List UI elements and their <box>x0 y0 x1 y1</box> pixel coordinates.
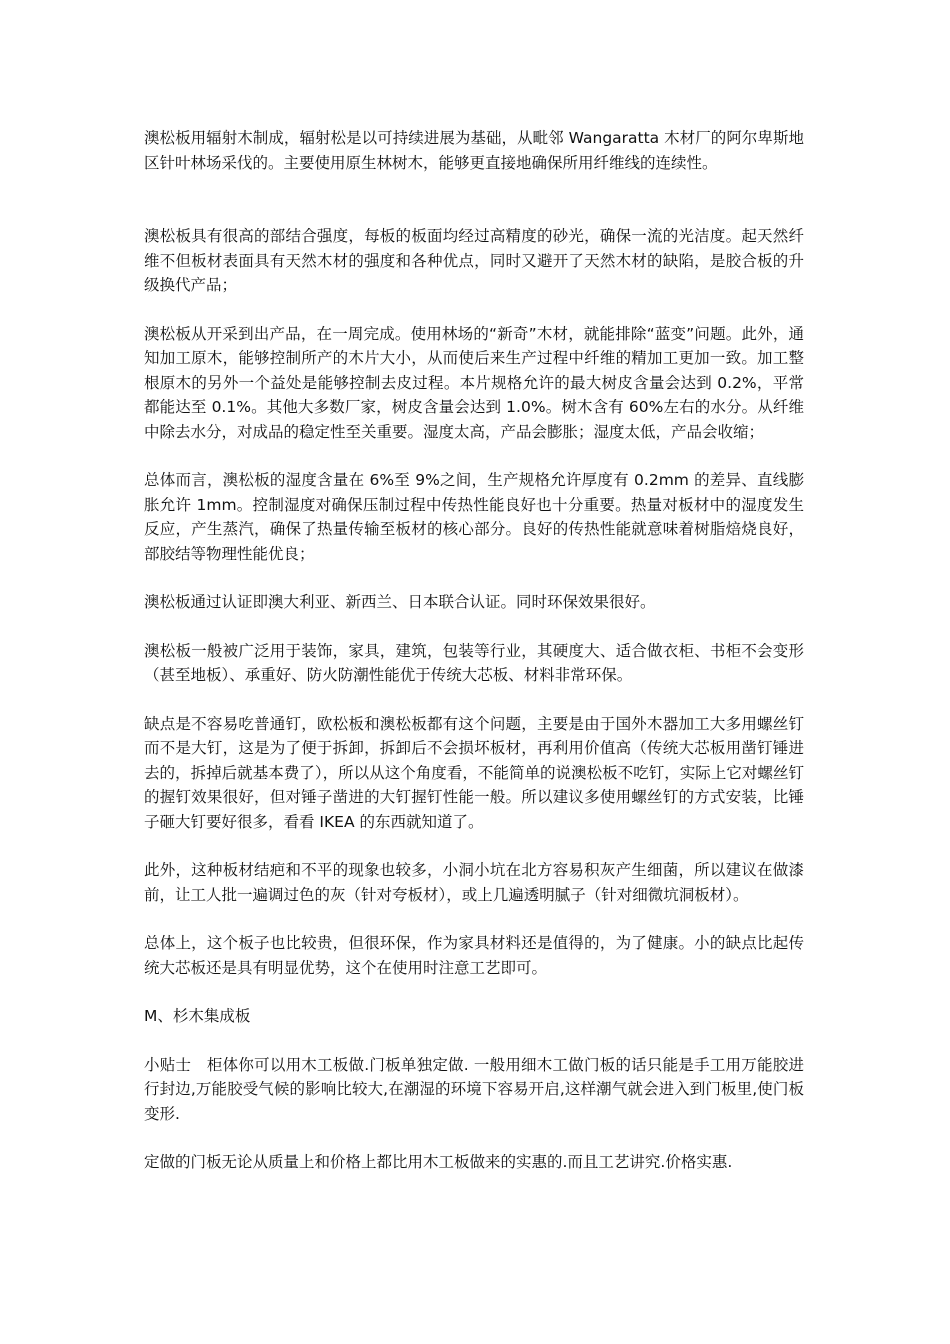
paragraph-tip: 小贴士 柜体你可以用木工板做.门板单独定做. 一般用细木工做门板的话只能是手工用万能胶进行封边,万能胶受气候的影响比较大,在潮湿的环境下容易开启,这样潮气就会进入到门板里,使门板变形. <box>144 1055 804 1123</box>
paragraph-moisture: 总体而言，澳松板的湿度含量在 6%至 9%之间，生产规格允许厚度有 0.2mm 的差异、直线膨胀允许 1mm。控制湿度对确保压制过程中传热性能良好也十分重要。热量对板材中的湿度发生反应，产生蒸汽，确保了热量传输至板材的核心部分。良好的传热性能就意味着树脂焙烧良好，部胶结等物理性能优良； <box>144 471 804 563</box>
document-body <box>144 126 804 1175</box>
paragraph-defects: 此外，这种板材结疤和不平的现象也较多，小洞小坑在北方容易积灰产生细菌，所以建议在做漆前，让工人批一遍调过色的灰（针对夸板材），或上几遍透明腻子（针对细微坑洞板材）。 <box>144 861 804 904</box>
paragraph-drawbacks: 缺点是不容易吃普通钉，欧松板和澳松板都有这个问题，主要是由于国外木器加工大多用螺丝钉而不是大钉，这是为了便于拆卸，拆卸后不会损坏板材，再利用价值高（传统大芯板用凿钉锤进去的，拆掉后就基本费了），所以从这个角度看，不能简单的说澳松板不吃钉，实际上它对螺丝钉的握钉效果很好，但对锤子凿进的大钉握钉性能一般。所以建议多使用螺丝钉的方式安装，比锤子砸大钉要好很多，看看 IKEA 的东西就知道了。 <box>144 714 804 831</box>
section-heading-fir-board: M、杉木集成板 <box>144 1007 251 1025</box>
paragraph-summary: 总体上，这个板子也比较贵，但很环保，作为家具材料还是值得的，为了健康。小的缺点比起传统大芯板还是具有明显优势，这个在使用时注意工艺即可。 <box>144 934 804 977</box>
paragraph-production: 澳松板从开采到出产品，在一周完成。使用林场的“新奇”木材，就能排除“蓝变”问题。此外，通知加工原木，能够控制所产的木片大小，从而使后来生产过程中纤维的精加工更加一致。加工整根原木的另外一个益处是能够控制去皮过程。本片规格允许的最大树皮含量会达到 0.2%，平常都能达至 0.1%。其他大多数厂家，树皮含量会达到 1.0%。树木含有 60%左右的水分。从纤维中除去水分，对成品的稳定性至关重要。湿度太高，产品会膨胀；湿度太低，产品会收缩； <box>144 324 804 441</box>
paragraph-certification: 澳松板通过认证即澳大利亚、新西兰、日本联合认证。同时环保效果很好。 <box>144 593 656 611</box>
paragraph-custom-doors: 定做的门板无论从质量上和价格上都比用木工板做来的实惠的.而且工艺讲究.价格实惠. <box>144 1153 733 1171</box>
paragraph-strength: 澳松板具有很高的部结合强度，每板的板面均经过高精度的砂光，确保一流的光洁度。起天然纤维不但板材表面具有天然木材的强度和各种优点，同时又避开了天然木材的缺陷，是胶合板的升级换代产品； <box>144 227 804 294</box>
paragraph-source: 澳松板用辐射木制成，辐射松是以可持续进展为基础，从毗邻 Wangaratta 木材厂的阿尔卑斯地区针叶林场采伐的。主要使用原生林树木，能够更直接地确保所用纤维线的连续性。 <box>144 129 804 172</box>
paragraph-applications: 澳松板一般被广泛用于装饰，家具，建筑，包装等行业，其硬度大、适合做衣柜、书柜不会变形（甚至地板）、承重好、防火防潮性能优于传统大芯板、材料非常环保。 <box>144 641 804 684</box>
